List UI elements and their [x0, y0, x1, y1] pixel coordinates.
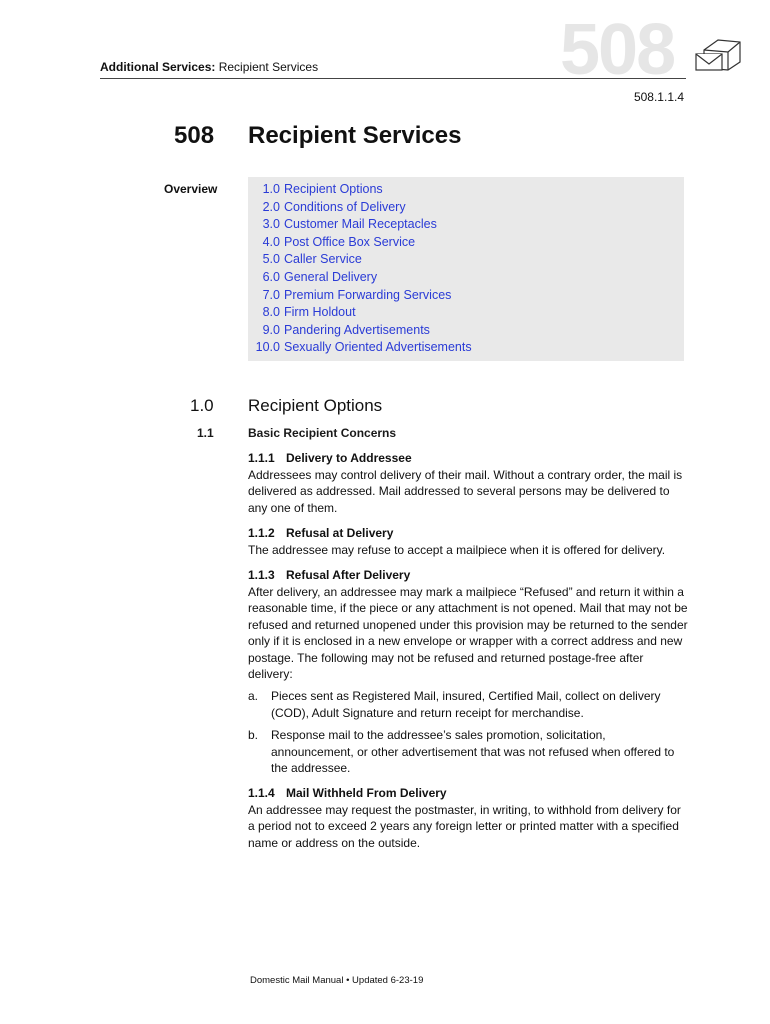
- toc-link-8-0[interactable]: [248, 304, 684, 322]
- toc-label: Post Office Box Service: [284, 234, 416, 249]
- toc-label: Pandering Advertisements: [284, 322, 430, 337]
- heading-number: 1.1.1: [248, 451, 275, 465]
- toc-link-10-0[interactable]: [248, 339, 684, 357]
- heading-1-1-4: [248, 785, 688, 802]
- section-1-1-1: [248, 450, 688, 516]
- list-marker: a.: [248, 689, 259, 703]
- heading-title: Refusal at Delivery: [286, 526, 394, 540]
- toc-label: Caller Service: [284, 252, 362, 267]
- chapter-number: 508: [174, 122, 215, 149]
- toc-list: [248, 177, 684, 357]
- heading-title: Delivery to Addressee: [286, 451, 412, 465]
- toc-link-7-0[interactable]: [248, 287, 684, 305]
- heading-title: Mail Withheld From Delivery: [286, 786, 447, 800]
- toc-link-1-0[interactable]: [248, 181, 684, 199]
- toc-number: 7.0: [262, 287, 280, 302]
- heading-1-1-2: [248, 525, 688, 542]
- running-head: [100, 60, 318, 74]
- section-1-1-3: [248, 567, 688, 683]
- list-item-b: [248, 727, 688, 777]
- toc-link-9-0[interactable]: [248, 322, 684, 340]
- toc-link-5-0[interactable]: [248, 251, 684, 269]
- heading-title: Refusal After Delivery: [286, 568, 411, 582]
- toc-link-2-0[interactable]: [248, 199, 684, 217]
- toc-link-4-0[interactable]: [248, 234, 684, 252]
- toc-label: Customer Mail Receptacles: [284, 217, 437, 232]
- toc-label: Premium Forwarding Services: [284, 287, 452, 302]
- running-head-rest: Recipient Services: [218, 60, 319, 74]
- heading-1-1-1: [248, 450, 688, 467]
- section-1-1-2: [248, 525, 688, 558]
- toc-number: 8.0: [262, 305, 280, 320]
- toc-label: General Delivery: [284, 269, 378, 284]
- toc-number: 9.0: [262, 322, 280, 337]
- toc-number: 3.0: [262, 217, 280, 232]
- list-item-text: Response mail to the addressee’s sales promotion, solicitation, announcement, or other advertisement that was not refused when offered to the addressee.: [271, 728, 675, 775]
- chapter-number-watermark: 508: [560, 10, 675, 90]
- toc-link-3-0[interactable]: [248, 216, 684, 234]
- overview-label: Overview: [164, 182, 218, 196]
- heading-number: 1.1.3: [248, 568, 275, 582]
- section-1-1-4: [248, 785, 688, 851]
- toc-label: Recipient Options: [284, 182, 383, 196]
- toc-number: 10.0: [255, 340, 280, 355]
- paragraph-1-1-4: An addressee may request the postmaster, in writing, to withhold from delivery for a period not to exceed 2 years any foreign letter or printed matter with a specified name or address on the outside.: [248, 802, 681, 850]
- mail-envelope-icon: [694, 38, 742, 74]
- subsection-number: 1.1: [197, 426, 214, 440]
- list-item-text: Pieces sent as Registered Mail, insured, Certified Mail, collect on delivery (COD), Adult Signature and return receipt for merchandise.: [271, 689, 661, 720]
- chapter-title: Recipient Services: [248, 122, 462, 149]
- heading-1-1-3: [248, 567, 688, 584]
- paragraph-1-1-3: After delivery, an addressee may mark a mailpiece “Refused” and return it within a reasonable time, if the piece or any attachment is not opened. Mail that may not be refused and returned unopened under this provision may be returned to the sender only if it is enclosed in a new envelope or wrapper with a correct address and new postage. The following may not be refused and returned postage-free after delivery:: [248, 584, 688, 681]
- toc-label: Sexually Oriented Advertisements: [284, 340, 472, 355]
- toc-number: 5.0: [262, 252, 280, 267]
- section-number: 1.0: [190, 396, 214, 415]
- toc-label: Conditions of Delivery: [284, 199, 406, 214]
- list-marker: b.: [248, 728, 259, 742]
- toc-number: 6.0: [262, 269, 280, 284]
- toc-number: 1.0: [262, 182, 280, 196]
- section-title: Recipient Options: [248, 396, 383, 415]
- running-head-bold: Additional Services:: [100, 60, 216, 74]
- header-rule: [100, 78, 686, 79]
- page-footer: Domestic Mail Manual • Updated 6-23-19: [250, 975, 424, 986]
- paragraph-1-1-2: The addressee may refuse to accept a mailpiece when it is offered for delivery.: [248, 542, 666, 557]
- section-reference: 508.1.1.4: [633, 90, 684, 104]
- overview-box: [248, 177, 684, 361]
- heading-number: 1.1.2: [248, 526, 275, 540]
- toc-link-6-0[interactable]: [248, 269, 684, 287]
- toc-number: 4.0: [262, 234, 280, 249]
- heading-number: 1.1.4: [248, 786, 275, 800]
- subsection-title: Basic Recipient Concerns: [248, 426, 397, 440]
- toc-number: 2.0: [262, 199, 280, 214]
- list-item-a: [248, 688, 688, 721]
- toc-label: Firm Holdout: [284, 305, 356, 320]
- paragraph-1-1-1: Addressees may control delivery of their mail. Without a contrary order, the mail is delivered as addressed. Mail addressed to several persons may be delivered to any one of them.: [248, 467, 683, 515]
